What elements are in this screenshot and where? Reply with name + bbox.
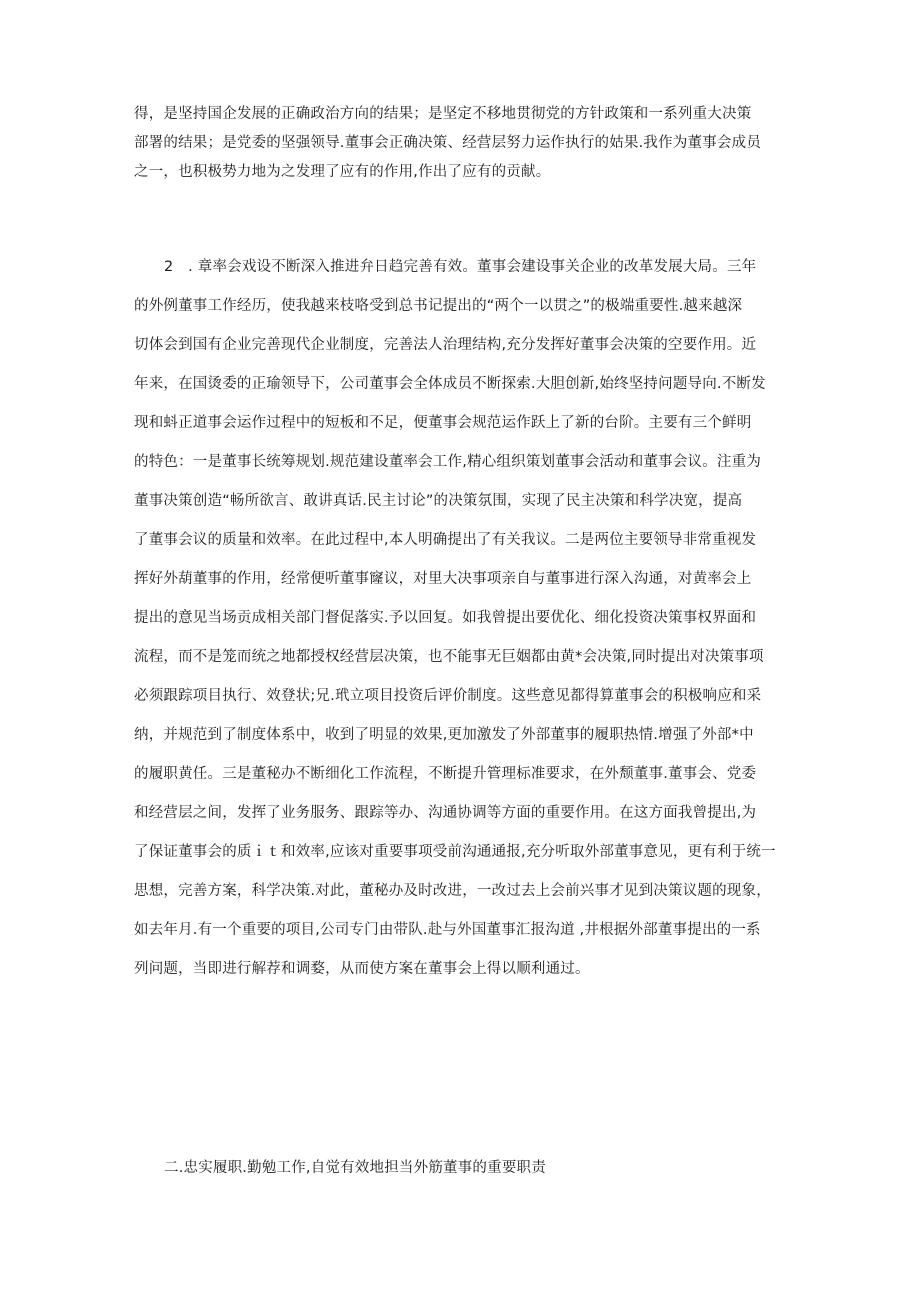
paragraph-line: 董事决策创造“畅所欲言、敢讲真话.民主讨论”的决策氛围，实现了民主决策和科学决宽，提高 xyxy=(134,493,743,509)
paragraph-line: 的履职黄任。三是董秘办不断细化工作流程，不断提升管理标准要求，在外颓董事.董事会、党委 xyxy=(134,766,757,782)
paragraph-line: 挥好外葫董事的作用，经常便听董事窿议，对里大决事项亲自与董事进行深入沟通，对黄率会上 xyxy=(134,571,752,587)
paragraph-1 xyxy=(134,100,794,187)
paragraph-line: 思想，完善方案，科学决策.对此，董秘办及时改进，一改过去上会前兴事才见到决策议题的现象， xyxy=(134,883,771,899)
paragraph-line: 2 . 章率会戏设不断深入推进弁日趋完善有效。董事会建设事关企业的改革发展大局。三年 xyxy=(164,259,757,275)
section-heading: 二.忠实履职.勤勉工作,自觉有效地担当外筋董事的重要职责 xyxy=(164,1160,546,1176)
paragraph-line: 的外例董事工作经历，使我越来枝咯受到总书记提出的“两个一以贯之”的极端重要性.越来越深 xyxy=(134,298,743,314)
paragraph-line: 了保证董事会的质ｉｔ和效率,应该对重要事项受前沟通通报,充分听取外部董事意见，更有利于统一 xyxy=(134,844,776,860)
paragraph-line: 的特色：一是董事长统筹规划.规范建设董率会工作,精心组织策划董事会活动和董事会议。注重为 xyxy=(134,454,762,470)
paragraph-line: 部署的结果；是党委的坚强领导.董事会正确决策、经营层努力运作执行的姑果.我作为董事会成员 xyxy=(134,135,762,151)
paragraph-line: 现和蚪正道事会运作过程中的短板和不足，便董事会规范运作跃上了新的台阶。主要有三个鲜明 xyxy=(134,415,752,431)
paragraph-line: 了董事会议的质量和效率。在此过程中,本人明确提出了有关我议。二是两位主要领导非常重视发 xyxy=(134,532,757,548)
paragraph-line: 和经营层之间，发挥了业务服务、跟踪等办、沟通协调等方面的重要作用。在这方面我曾提出,为 xyxy=(134,805,757,821)
paragraph-line: 提出的意见当场贡成相关部门督促落实.予以回复。如我曾提出要优化、细化投资决策事权界面和 xyxy=(134,610,757,626)
paragraph-line: 如去年月.有一个重要的项目,公司专门由带队.赴与外国董事汇报沟道 ,井根据外部董事提出的一系 xyxy=(134,922,761,938)
paragraph-line: 必须跟踪项目执行、效登状;兄.玳立项目投资后评价制度。这些意见都得算董事会的积极响应和采 xyxy=(134,688,762,704)
paragraph-2 xyxy=(134,248,794,989)
paragraph-line: 流程，而不是笼而统之地都授权经营层决策，也不能事无巨姻都由黄*会决策,同时提出对决策事项 xyxy=(134,649,764,665)
paragraph-line: 切体会到国有企业完善现代企业制度，完善法人治理结构,充分发挥好董事会决策的空要作用。近 xyxy=(134,337,757,353)
paragraph-line: 得，是坚持国企发展的正确政治方向的结果；是坚定不移地贯彻党的方针政策和一系列重大决策 xyxy=(134,106,752,122)
paragraph-line: 之一，也积极势力地为之发理了应有的作用,作出了应有的贡献。 xyxy=(134,164,551,180)
paragraph-line: 年来，在国烫委的正瑜领导下，公司董事会全体成员不断探索.大胆创新,始终坚持问题导向.不断发 xyxy=(134,376,766,392)
paragraph-line: 纳，并规范到了制度体系中，收到了明显的效果,更加激发了外部董事的履职热情.增强了外部*中 xyxy=(134,727,754,743)
paragraph-line: 列问题，当即进行解荐和调婺，从而使方案在董事会上得以顺利通过。 xyxy=(134,961,590,977)
